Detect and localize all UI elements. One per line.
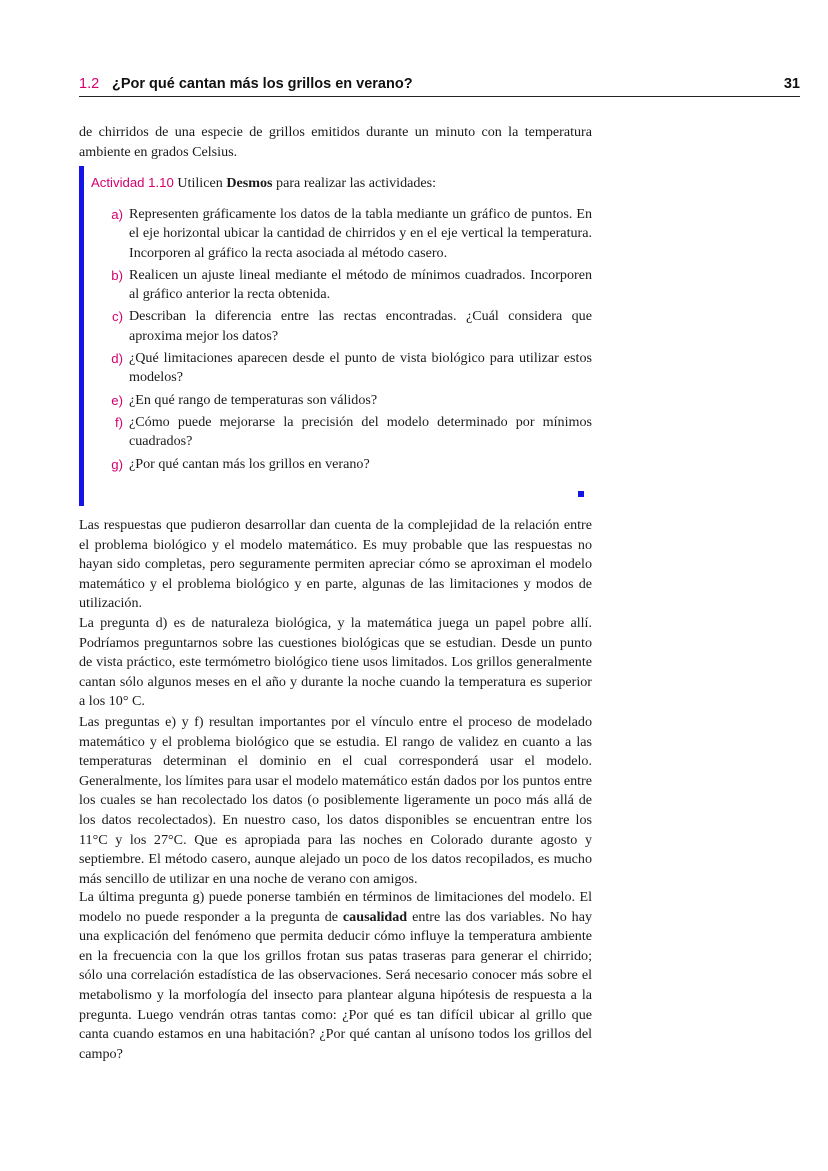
item-text: Describan la diferencia entre las rectas encontradas. ¿Cuál considera que aproxima mejor los datos? xyxy=(129,308,592,344)
activity-item-b xyxy=(91,266,592,305)
activity-heading xyxy=(91,173,436,194)
activity-item-a xyxy=(91,205,592,263)
activity-tail: para realizar las actividades: xyxy=(276,175,437,191)
page-number: 31 xyxy=(783,76,800,92)
activity-side-bar xyxy=(79,166,84,506)
item-letter: b) xyxy=(111,267,123,283)
item-letter: e) xyxy=(111,392,123,408)
activity-item-c xyxy=(91,307,592,346)
activity-item-f xyxy=(91,413,592,452)
section-number: 1.2 xyxy=(79,76,100,92)
paragraph-questions-e-f: Las preguntas e) y f) resultan importantes por el vínculo entre el proceso de modelado matemático y el problema biológico que se estudia. El rango de validez en cuanto a las temperaturas determinan el dominio en el cual corresponderá usar el modelo. Generalmente, los límites para usar el modelo matemático están dados por los puntos entre los cuales se han recolectado los datos (o posiblemente ligeramente un poco más allá de los datos recolectados). En nuestro caso, los datos disponibles se encuentran entre los 11°C y los 27°C. Que es apropiada para las noches en Colorado durante agosto y septiembre. El método casero, aunque alejado un poco de los datos recopilados, es mucho más sencillo de utilizar en una noche de verano con amigos. xyxy=(79,714,592,887)
item-letter: c) xyxy=(112,309,123,325)
intro-paragraph: de chirridos de una especie de grillos emitidos durante un minuto con la temperatura ambiente en grados Celsius. xyxy=(79,124,592,160)
activity-item-g xyxy=(91,455,592,474)
causality-term: causalidad xyxy=(342,908,408,925)
paragraph-text: entre las dos variables. No hay una explicación del fenómeno que permita deducir cómo influye la temperatura ambiente en la frecuencia con la que los grillos frotan sus patas traseras para generar el chirrido; sólo una correlación estadística de las observaciones. Será necesario conocer más sobre el metabolismo y la morfología del insecto para plantear alguna hipótesis de respuesta a la pregunta. Luego vendrán otras tantas como: ¿Por qué es tan difícil ubicar al grillo que canta cuando estamos en una habitación? ¿Por qué cantan al unísono todos los grillos del campo? xyxy=(79,908,592,1062)
item-letter: a) xyxy=(111,207,123,222)
activity-lead: Utilicen xyxy=(177,175,223,191)
item-text: Representen gráficamente los datos de la tabla mediante un gráfico de puntos. En el eje horizontal ubicar la cantidad de chirridos y en el eje vertical la temperatura. Incorporen al gráfico la recta asociada al método casero. xyxy=(129,206,592,261)
item-text: Realicen un ajuste lineal mediante el método de mínimos cuadrados. Incorporen al gráfico anterior la recta obtenida. xyxy=(129,266,592,303)
item-letter: d) xyxy=(111,351,123,367)
item-text: ¿Por qué cantan más los grillos en verano? xyxy=(129,455,370,472)
activity-list xyxy=(91,205,592,477)
item-letter: f) xyxy=(114,414,123,430)
activity-item-e xyxy=(91,391,592,410)
item-text: ¿Qué limitaciones aparecen desde el punto de vista biológico para utilizar estos modelos? xyxy=(129,350,592,386)
section-title: ¿Por qué cantan más los grillos en verano? xyxy=(112,76,413,92)
item-text: ¿Cómo puede mejorarse la precisión del modelo determinado por mínimos cuadrados? xyxy=(129,413,592,450)
paragraph-question-g xyxy=(79,888,592,1064)
activity-label: Actividad 1.10 xyxy=(91,175,174,190)
activity-item-d xyxy=(91,349,592,388)
paragraph-text: La última pregunta g) puede ponerse también en términos de limitaciones del modelo. El modelo no puede responder a la pregunta de xyxy=(79,889,592,925)
paragraph-question-d: La pregunta d) es de naturaleza biológica, y la matemática juega un papel pobre allí. Podríamos preguntarnos sobre las cuestiones biológicas que se estudian. Desde un punto de vista práctico, este termómetro biológico tiene usos limitados. Los grillos generalmente cantan sólo algunos meses en el año y durante la noche cuando la temperatura es superior a los 10° C. xyxy=(79,615,592,710)
item-letter: g) xyxy=(111,456,123,472)
item-text: ¿En qué rango de temperaturas son válidos? xyxy=(129,391,378,408)
activity-box xyxy=(79,166,599,506)
paragraph-responses: Las respuestas que pudieron desarrollar dan cuenta de la complejidad de la relación entre el problema biológico y el modelo matemático. Es muy probable que las respuestas no hayan sido completas, pero seguramente permiten apreciar cómo se aproximan el modelo matemático y el problema biológico y en parte, algunas de las limitaciones y modos de utilización. xyxy=(79,517,592,612)
running-header xyxy=(79,74,800,97)
activity-tool: Desmos xyxy=(226,175,273,191)
activity-end-mark xyxy=(578,491,584,497)
